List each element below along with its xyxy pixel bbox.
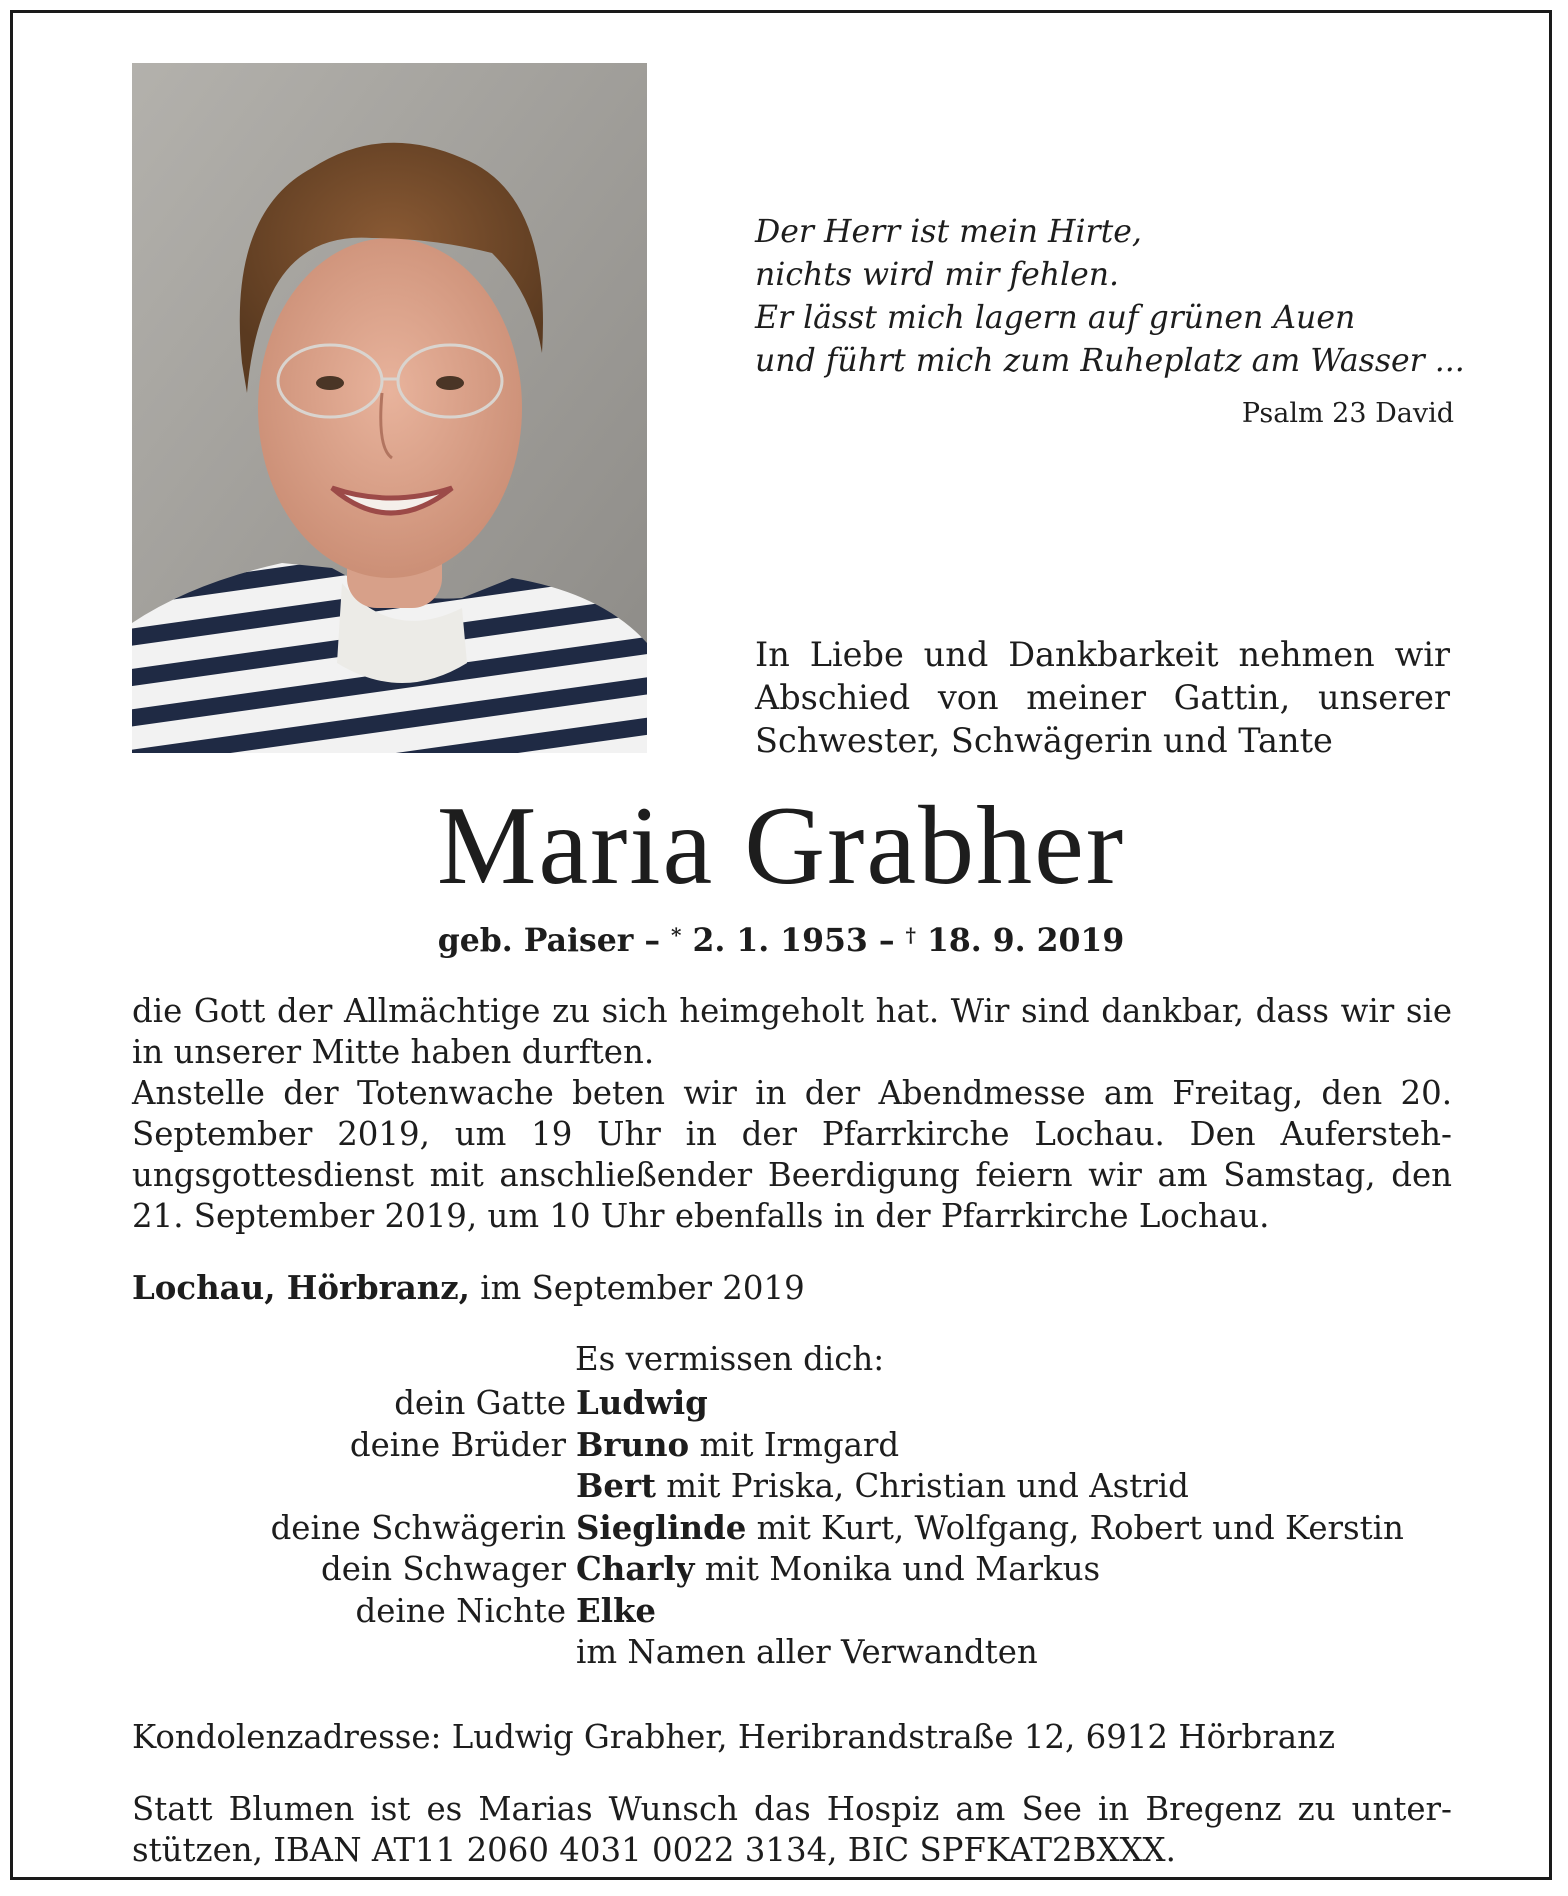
place-date: im September 2019: [469, 1269, 805, 1307]
mourner-row: [132, 1425, 1462, 1467]
mourner-row: [132, 1632, 1462, 1674]
mourner-companions: mit Priska, Christian und Astrid: [656, 1467, 1189, 1505]
mourners-heading: Es vermissen dich:: [575, 1340, 885, 1378]
mourner-relation: deine Nichte: [355, 1591, 566, 1630]
mourner-companions: mit Monika und Markus: [694, 1550, 1101, 1588]
portrait-photo: [132, 63, 647, 753]
psalm-line: Der Herr ist mein Hirte,: [755, 214, 1142, 250]
mourner-companions: mit Irmgard: [689, 1425, 900, 1464]
mourner-row: [132, 1591, 1462, 1633]
mourner-name: Bruno: [576, 1425, 690, 1464]
birth-symbol: *: [671, 923, 682, 947]
place-names: Lochau, Hörbranz,: [132, 1269, 470, 1307]
place-date-line: [132, 1268, 1452, 1309]
mourner-name: Sieglinde: [576, 1508, 747, 1547]
death-date: 18. 9. 2019: [926, 922, 1125, 959]
psalm-line: Er lässt mich lagern auf grünen Auen: [755, 300, 1356, 336]
maiden-name: geb. Paiser: [437, 922, 634, 959]
mourner-row: [132, 1466, 1462, 1508]
mourner-relation: deine Schwägerin: [270, 1508, 566, 1547]
portrait-illustration: [132, 63, 647, 753]
mourner-companions: im Namen aller Verwandten: [576, 1633, 1038, 1671]
mourner-relation: dein Gatte: [394, 1384, 566, 1422]
announcement-body: [132, 991, 1452, 1237]
mourner-name: Ludwig: [576, 1384, 708, 1422]
psalm-line: und führt mich zum Ruheplatz am Wasser ...: [755, 343, 1465, 379]
mourner-relation: [132, 1466, 566, 1508]
birth-date: 2. 1. 1953: [692, 922, 868, 959]
mourner-name: Bert: [576, 1467, 657, 1505]
mourner-relation: dein Schwager: [320, 1550, 566, 1588]
mourner-row: [132, 1549, 1462, 1591]
obituary-notice: [10, 10, 1552, 1880]
death-symbol: †: [905, 923, 916, 947]
mourners-list: [132, 1383, 1462, 1674]
mourner-relation: deine Brüder: [349, 1425, 566, 1464]
donation-note: Statt Blumen ist es Marias Wunsch das Hospiz am See in Bregenz zu unterstützen, IBAN AT11 2060 4031 0022 3134, BIC SPFKAT2BXXX.: [132, 1790, 1452, 1869]
psalm-quote: [755, 211, 1465, 383]
mourner-name: Elke: [576, 1591, 657, 1630]
body-paragraph: die Gott der Allmächtige zu sich heimgeholt hat. Wir sind dankbar, dass wir sie in unserer Mitte haben durften.: [132, 992, 1452, 1071]
mourner-name: Charly: [576, 1550, 695, 1588]
intro-text: In Liebe und Dankbarkeit nehmen wir Abschied von meiner Gattin, unserer Schwester, Schwägerin und Tante: [755, 635, 1450, 760]
mourner-relation: [132, 1632, 566, 1674]
body-paragraph: Anstelle der Totenwache beten wir in der Abendmesse am Freitag, den 20. September 2019, um 19 Uhr in der Pfarrkirche Lochau. Den Auferstehungsgottesdienst mit anschließender Beerdigung feiern wir am Samstag, den 21. September 2019, um 10 Uhr ebenfalls in der Pfarrkirche Lochau.: [132, 1074, 1452, 1235]
mourner-row: [132, 1508, 1462, 1550]
psalm-line: nichts wird mir fehlen.: [755, 257, 1120, 293]
condolence-address: Kondolenzadresse: Ludwig Grabher, Heribrandstraße 12, 6912 Hörbranz: [132, 1718, 1336, 1756]
psalm-source: Psalm 23 David: [1241, 398, 1454, 429]
deceased-name: Maria Grabher: [436, 784, 1126, 908]
life-dates: geb. Paiser – * 2. 1. 1953 – † 18. 9. 2019: [437, 922, 1125, 959]
mourner-row: [132, 1383, 1462, 1425]
mourner-companions: mit Kurt, Wolfgang, Robert und Kerstin: [746, 1508, 1404, 1547]
